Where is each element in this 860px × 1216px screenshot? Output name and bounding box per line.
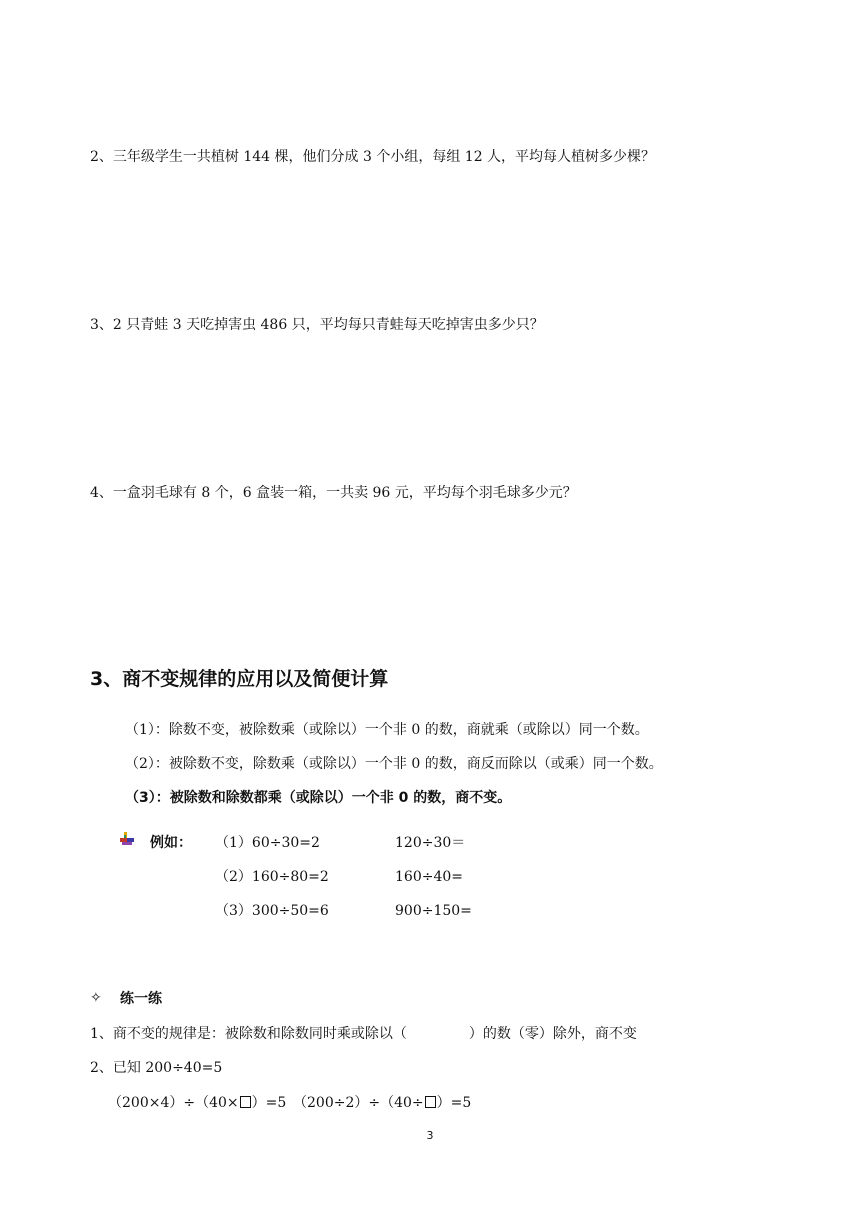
- example-given-1: （1）60÷30=2: [215, 835, 320, 851]
- example-task-3: 900÷150=: [395, 903, 472, 919]
- practice-question-1-end: ）的数（零）除外，商不变: [468, 1026, 637, 1042]
- rule-1: （1）：除数不变，被除数乘（或除以）一个非 0 的数，商就乘（或除以）同一个数。: [125, 722, 649, 738]
- answer-box: [240, 1096, 251, 1108]
- problem-2: 2、三年级学生一共植树 144 棵，他们分成 3 个小组，每组 12 人，平均每人植树多少棵？: [90, 149, 656, 165]
- practice-question-2: 2、已知 200÷40=5: [90, 1060, 223, 1076]
- example-task-2: 160÷40=: [395, 869, 463, 885]
- example-given-3: （3）300÷50=6: [215, 903, 329, 919]
- example-given-2: （2）160÷80=2: [215, 869, 329, 885]
- practice-title: 练一练: [120, 991, 162, 1007]
- section-heading: 3、商不变规律的应用以及简便计算: [90, 668, 389, 690]
- example-label: 例如：: [150, 835, 192, 851]
- equation-1-start: （200×4）÷（40×: [108, 1095, 239, 1111]
- page-number: 3: [426, 1129, 434, 1142]
- colored-blocks-icon: [119, 832, 135, 848]
- practice-bullet-icon: ✧: [90, 990, 102, 1006]
- rule-3: （3）：被除数和除数都乘（或除以）一个非 0 的数，商不变。: [125, 790, 512, 806]
- practice-equation-2: [293, 1094, 471, 1112]
- equation-1-end: ）=5: [251, 1095, 287, 1111]
- equation-2-end: ）=5: [436, 1095, 472, 1111]
- practice-question-1-start: 1、商不变的规律是：被除数和除数同时乘或除以（: [90, 1026, 407, 1042]
- problem-3: 3、2 只青蛙 3 天吃掉害虫 486 只，平均每只青蛙每天吃掉害虫多少只？: [90, 317, 544, 333]
- equation-2-start: （200÷2）÷（40÷: [293, 1095, 424, 1111]
- rule-2: （2）：被除数不变，除数乘（或除以）一个非 0 的数，商反而除以（或乘）同一个数。: [125, 756, 663, 772]
- problem-4: 4、一盒羽毛球有 8 个，6 盒装一箱，一共卖 96 元，平均每个羽毛球多少元？: [90, 485, 577, 501]
- answer-box: [425, 1096, 436, 1108]
- example-task-1: 120÷30＝: [395, 835, 466, 851]
- practice-question-1: [90, 1025, 637, 1043]
- practice-equation-1: [108, 1094, 286, 1112]
